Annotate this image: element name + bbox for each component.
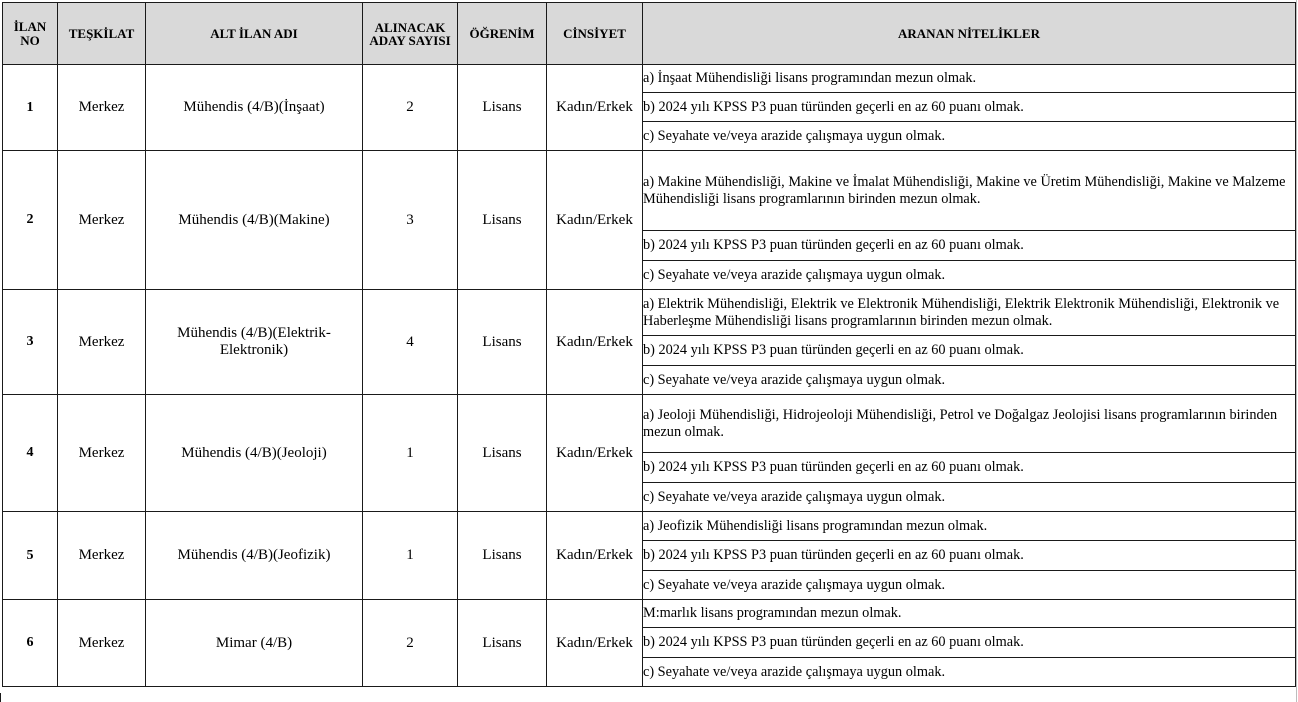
row-alt-ilan-adi: Mimar (4/B) — [146, 600, 363, 687]
row-nitelik: b) 2024 yılı KPSS P3 puan türünden geçerli en az 60 puanı olmak. — [643, 541, 1296, 571]
row-aday-sayisi: 4 — [363, 290, 458, 395]
row-teskilat: Merkez — [58, 65, 146, 151]
row-no: 5 — [3, 512, 58, 600]
row-nitelik: c) Seyahate ve/veya arazide çalışmaya uygun olmak. — [643, 122, 1296, 151]
row-alt-ilan-adi: Mühendis (4/B)(İnşaat) — [146, 65, 363, 151]
row-ogrenim: Lisans — [458, 512, 547, 600]
row-nitelik: c) Seyahate ve/veya arazide çalışmaya uygun olmak. — [643, 483, 1296, 512]
page-right-edge — [1296, 0, 1297, 702]
row-cinsiyet: Kadın/Erkek — [547, 290, 643, 395]
table-row — [3, 290, 1296, 336]
row-nitelik: a) Jeofizik Mühendisliği lisans programından mezun olmak. — [643, 512, 1296, 541]
row-nitelik: a) Elektrik Mühendisliği, Elektrik ve Elektronik Mühendisliği, Elektrik Elektronik Mühendisliği, Elektronik ve Haberleşme Mühendisliği lisans programlarının birinden mezun olmak. — [643, 290, 1296, 336]
row-teskilat: Merkez — [58, 600, 146, 687]
row-nitelik: a) Jeoloji Mühendisliği, Hidrojeoloji Mühendisliği, Petrol ve Doğalgaz Jeolojisi lisans programlarının birinden mezun olmak. — [643, 395, 1296, 453]
row-nitelik: c) Seyahate ve/veya arazide çalışmaya uygun olmak. — [643, 261, 1296, 290]
row-cinsiyet: Kadın/Erkek — [547, 512, 643, 600]
header-row — [3, 3, 1296, 65]
header-teskilat: TEŞKİLAT — [58, 3, 146, 65]
row-nitelik: b) 2024 yılı KPSS P3 puan türünden geçerli en az 60 puanı olmak. — [643, 336, 1296, 366]
row-aday-sayisi: 1 — [363, 395, 458, 512]
row-nitelik: c) Seyahate ve/veya arazide çalışmaya uygun olmak. — [643, 366, 1296, 395]
row-ogrenim: Lisans — [458, 395, 547, 512]
header-aday-sayisi: ALINACAK ADAY SAYISI — [363, 3, 458, 65]
row-cinsiyet: Kadın/Erkek — [547, 65, 643, 151]
header-cinsiyet: CİNSİYET — [547, 3, 643, 65]
row-aday-sayisi: 3 — [363, 151, 458, 290]
header-ogrenim: ÖĞRENİM — [458, 3, 547, 65]
row-alt-ilan-adi: Mühendis (4/B)(Makine) — [146, 151, 363, 290]
table-body — [3, 65, 1296, 687]
job-listing-table — [2, 2, 1296, 687]
table-row — [3, 600, 1296, 628]
header-ilan-no: İLAN NO — [3, 3, 58, 65]
table-row — [3, 65, 1296, 93]
row-no: 1 — [3, 65, 58, 151]
row-nitelik: b) 2024 yılı KPSS P3 puan türünden geçerli en az 60 puanı olmak. — [643, 93, 1296, 122]
row-nitelik: a) İnşaat Mühendisliği lisans programından mezun olmak. — [643, 65, 1296, 93]
row-aday-sayisi: 1 — [363, 512, 458, 600]
row-ogrenim: Lisans — [458, 65, 547, 151]
row-no: 3 — [3, 290, 58, 395]
row-no: 2 — [3, 151, 58, 290]
row-teskilat: Merkez — [58, 290, 146, 395]
row-alt-ilan-adi: Mühendis (4/B)(Jeofizik) — [146, 512, 363, 600]
row-nitelik: a) Makine Mühendisliği, Makine ve İmalat Mühendisliği, Makine ve Üretim Mühendisliği, Makine ve Malzeme Mühendisliği lisans programlarının birinden mezun olmak. — [643, 151, 1296, 231]
header-aranan-nitelikler: ARANAN NİTELİKLER — [643, 3, 1296, 65]
row-alt-ilan-adi: Mühendis (4/B)(Jeoloji) — [146, 395, 363, 512]
row-cinsiyet: Kadın/Erkek — [547, 151, 643, 290]
row-nitelik: b) 2024 yılı KPSS P3 puan türünden geçerli en az 60 puanı olmak. — [643, 453, 1296, 483]
row-aday-sayisi: 2 — [363, 65, 458, 151]
row-nitelik: b) 2024 yılı KPSS P3 puan türünden geçerli en az 60 puanı olmak. — [643, 231, 1296, 261]
table-row — [3, 151, 1296, 231]
row-no: 6 — [3, 600, 58, 687]
row-nitelik: b) 2024 yılı KPSS P3 puan türünden geçerli en az 60 puanı olmak. — [643, 628, 1296, 658]
row-teskilat: Merkez — [58, 395, 146, 512]
row-cinsiyet: Kadın/Erkek — [547, 600, 643, 687]
header-alt-ilan-adi: ALT İLAN ADI — [146, 3, 363, 65]
row-nitelik: M:marlık lisans programından mezun olmak. — [643, 600, 1296, 628]
row-ogrenim: Lisans — [458, 290, 547, 395]
row-teskilat: Merkez — [58, 151, 146, 290]
row-aday-sayisi: 2 — [363, 600, 458, 687]
table-row — [3, 512, 1296, 541]
row-nitelik: c) Seyahate ve/veya arazide çalışmaya uygun olmak. — [643, 571, 1296, 600]
table-row — [3, 395, 1296, 453]
row-ogrenim: Lisans — [458, 151, 547, 290]
row-no: 4 — [3, 395, 58, 512]
page-bottom-frame — [0, 693, 1298, 702]
row-alt-ilan-adi: Mühendis (4/B)(Elektrik-Elektronik) — [146, 290, 363, 395]
row-ogrenim: Lisans — [458, 600, 547, 687]
row-cinsiyet: Kadın/Erkek — [547, 395, 643, 512]
row-teskilat: Merkez — [58, 512, 146, 600]
row-nitelik: c) Seyahate ve/veya arazide çalışmaya uygun olmak. — [643, 658, 1296, 687]
